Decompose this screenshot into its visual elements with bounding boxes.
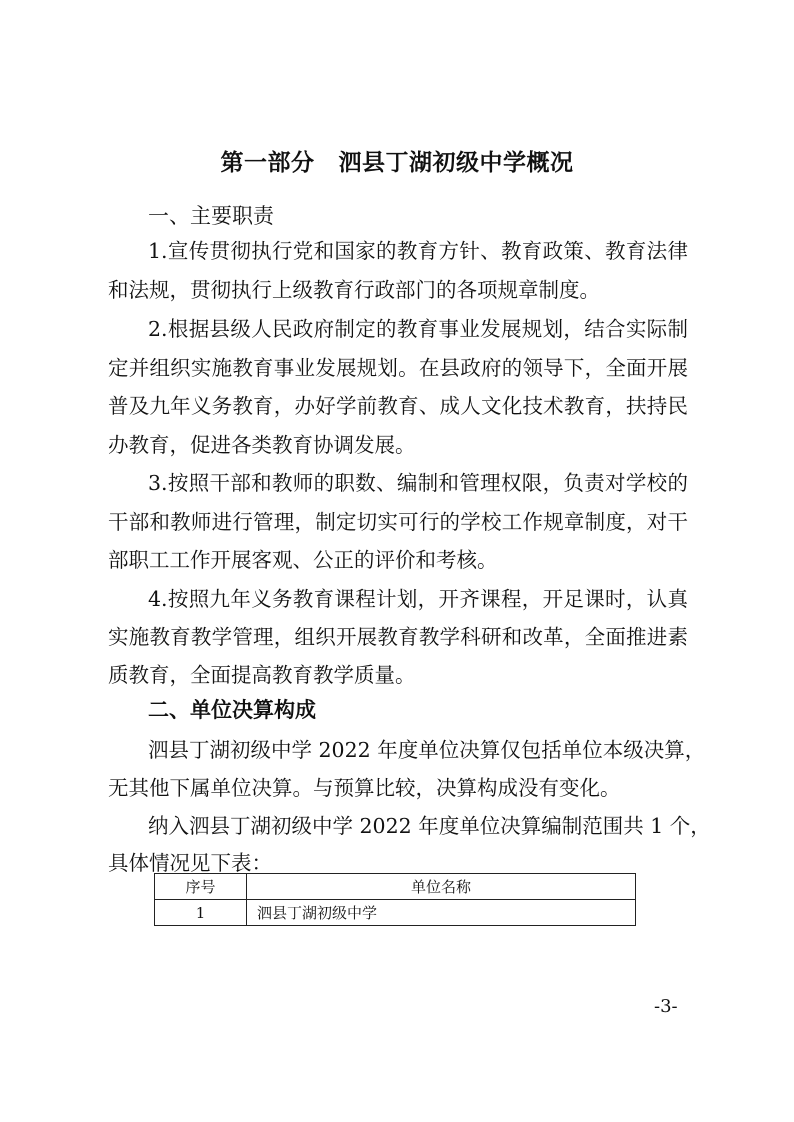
paragraph-line: 泗县丁湖初级中学 2022 年度单位决算仅包括单位本级决算，	[148, 738, 706, 762]
page-number: -3-	[654, 996, 678, 1017]
paragraph-line: 无其他下属单位决算。与预算比较，决算构成没有变化。	[108, 776, 621, 800]
paragraph-line: 定并组织实施教育事业发展规划。在县政府的领导下，全面开展	[108, 356, 688, 380]
paragraph-line: 2.根据县级人民政府制定的教育事业发展规划，结合实际制	[148, 317, 688, 341]
table-header-index: 序号	[155, 874, 247, 900]
paragraph-line: 实施教育教学管理，组织开展教育教学科研和改革，全面推进素	[108, 625, 688, 649]
title-name: 泗县丁湖初级中学概况	[338, 150, 574, 176]
table-header-row	[155, 874, 636, 900]
table-cell-unit-name: 泗县丁湖初级中学	[247, 900, 636, 926]
paragraph-line: 部职工工作开展客观、公正的评价和考核。	[108, 548, 498, 572]
section-heading-duties: 一、主要职责	[148, 204, 274, 228]
unit-table	[154, 873, 636, 926]
paragraph-line: 质教育，全面提高教育教学质量。	[108, 663, 416, 687]
table-row	[155, 900, 636, 926]
paragraph-line: 3.按照干部和教师的职数、编制和管理权限，负责对学校的	[148, 471, 688, 495]
section-heading-composition: 二、单位决算构成	[148, 698, 316, 722]
paragraph-line: 纳入泗县丁湖初级中学 2022 年度单位决算编制范围共 1 个，	[148, 814, 711, 838]
paragraph-line: 4.按照九年义务教育课程计划，开齐课程，开足课时，认真	[148, 587, 688, 611]
title-part: 第一部分	[220, 150, 315, 176]
paragraph-line: 和法规，贯彻执行上级教育行政部门的各项规章制度。	[108, 278, 600, 302]
paragraph-line: 普及九年义务教育，办好学前教育、成人文化技术教育，扶持民	[108, 394, 688, 418]
paragraph-line: 干部和教师进行管理，制定切实可行的学校工作规章制度，对干	[108, 510, 688, 534]
paragraph-line: 具体情况见下表：	[108, 851, 272, 875]
page-title	[0, 144, 794, 177]
table-cell-index: 1	[155, 900, 247, 926]
paragraph-line: 办教育，促进各类教育协调发展。	[108, 433, 416, 457]
table-header-unit-name: 单位名称	[247, 874, 636, 900]
paragraph-line: 1.宣传贯彻执行党和国家的教育方针、教育政策、教育法律	[148, 239, 688, 263]
